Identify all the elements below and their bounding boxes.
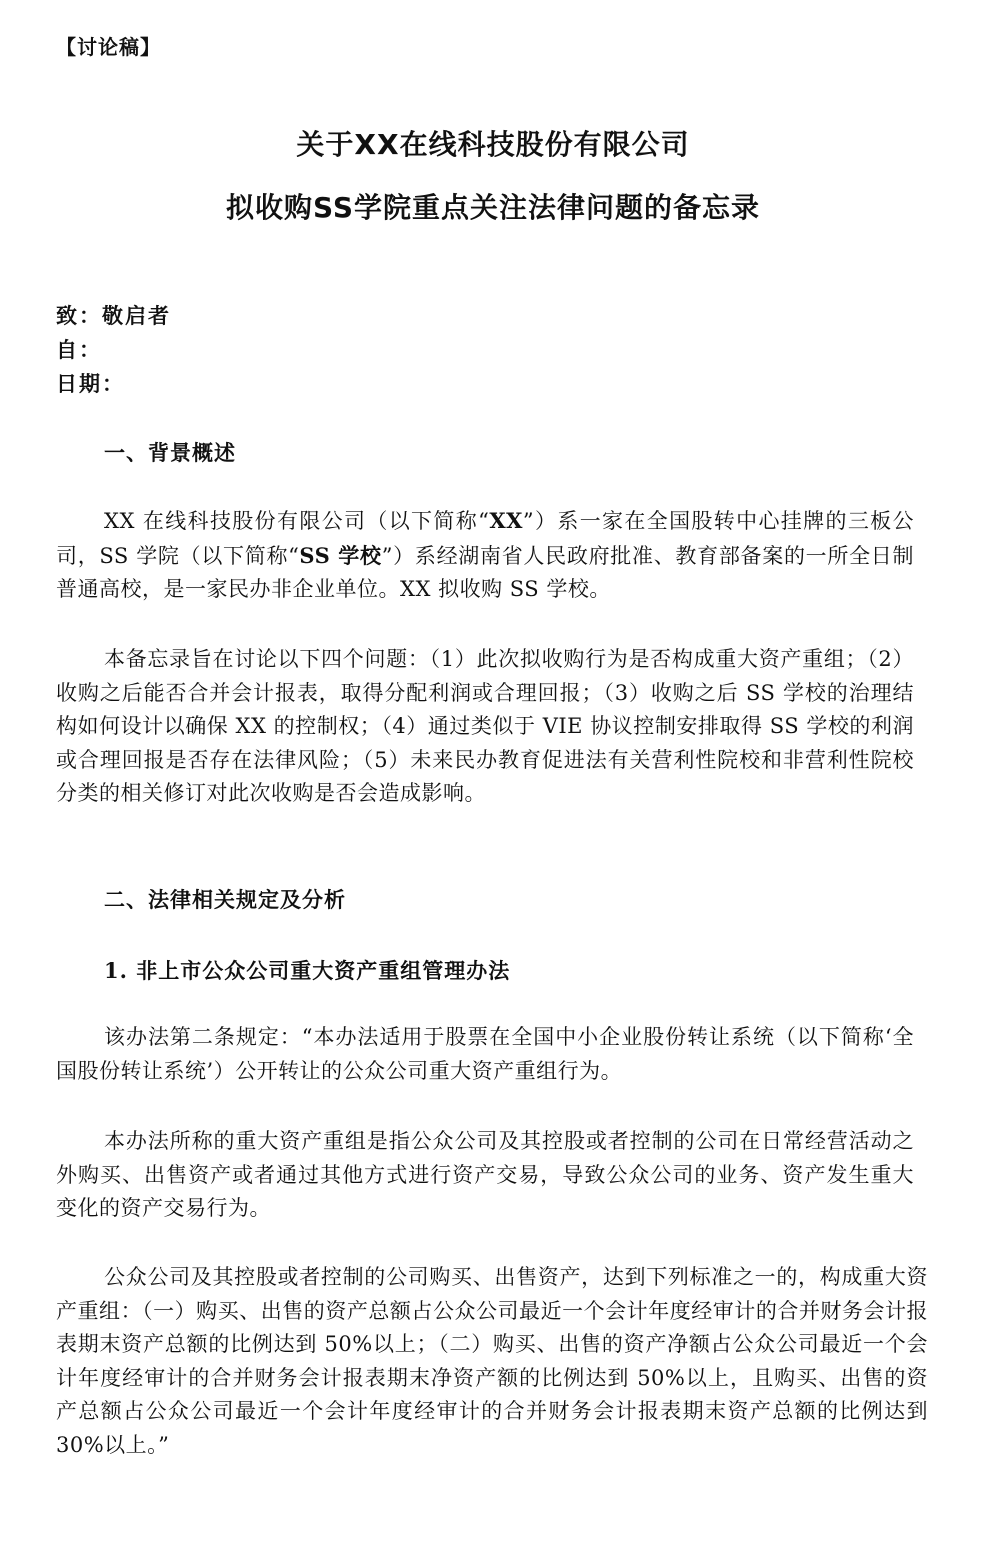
paragraph-article-2: 该办法第二条规定：“本办法适用于股票在全国中小企业股份转让系统（以下简称‘全国股份转让系统’）公开转让的公众公司重大资产重组行为。 [56, 1025, 914, 1083]
draft-stamp: 【讨论稿】 [56, 35, 161, 59]
p1-bold-xx: XX [489, 508, 523, 533]
paragraph-background [56, 504, 914, 607]
subsection-1-heading: 1. 非上市公众公司重大资产重组管理办法 [104, 958, 511, 983]
section-1-heading: 一、背景概述 [104, 440, 236, 465]
paragraph-definition: 本办法所称的重大资产重组是指公众公司及其控股或者控制的公司在日常经营活动之外购买、出售资产或者通过其他方式进行资产交易，导致公众公司的业务、资产发生重大变化的资产交易行为。 [56, 1129, 914, 1220]
p1-text-3: ”）系经湖南省人民政府批准、教育部备案的一所全日制普通高校，是一家民办非企业单位。XX 拟收购 SS 学校。 [56, 543, 914, 601]
title-line-1: 关于XX在线科技股份有限公司 [296, 128, 690, 161]
paragraph-questions: 本备忘录旨在讨论以下四个问题：（1）此次拟收购行为是否构成重大资产重组；（2）收购之后能否合并会计报表，取得分配利润或合理回报；（3）收购之后 SS 学校的治理结构如何设计以确保 XX 的控制权；（4）通过类似于 VIE 协议控制安排取得 SS 学校的利润或合理回报是否存在法律风险；（5）未来民办教育促进法有关营利性院校和非营利性院校分类的相关修订对此次收购是否会造成影响。 [56, 647, 914, 805]
p1-text-1: XX 在线科技股份有限公司（以下简称“ [104, 509, 490, 533]
title-line-2: 拟收购SS学院重点关注法律问题的备忘录 [225, 191, 761, 224]
date-line: 日期： [56, 371, 125, 396]
section-2-heading: 二、法律相关规定及分析 [104, 887, 346, 912]
p1-bold-ss: SS 学校 [299, 542, 382, 568]
from-line: 自： [56, 337, 102, 362]
to-line: 致：敬启者 [56, 303, 171, 328]
p1-text-2: ”）系一家在全国股转中心挂牌的三板公司，SS 学院（以下简称“ [56, 509, 915, 568]
paragraph-criteria: 公众公司及其控股或者控制的公司购买、出售资产，达到下列标准之一的，构成重大资产重组：（一）购买、出售的资产总额占公众公司最近一个会计年度经审计的合并财务会计报表期末资产总额的比例达到 50%以上；（二）购买、出售的资产净额占公众公司最近一个会计年度经审计的合并财务会计报表期末净资产额的比例达到 50%以上，且购买、出售的资产总额占公众公司最近一个会计年度经审计的合并财务会计报表期末资产总额的比例达到 30%以上。” [56, 1265, 928, 1457]
